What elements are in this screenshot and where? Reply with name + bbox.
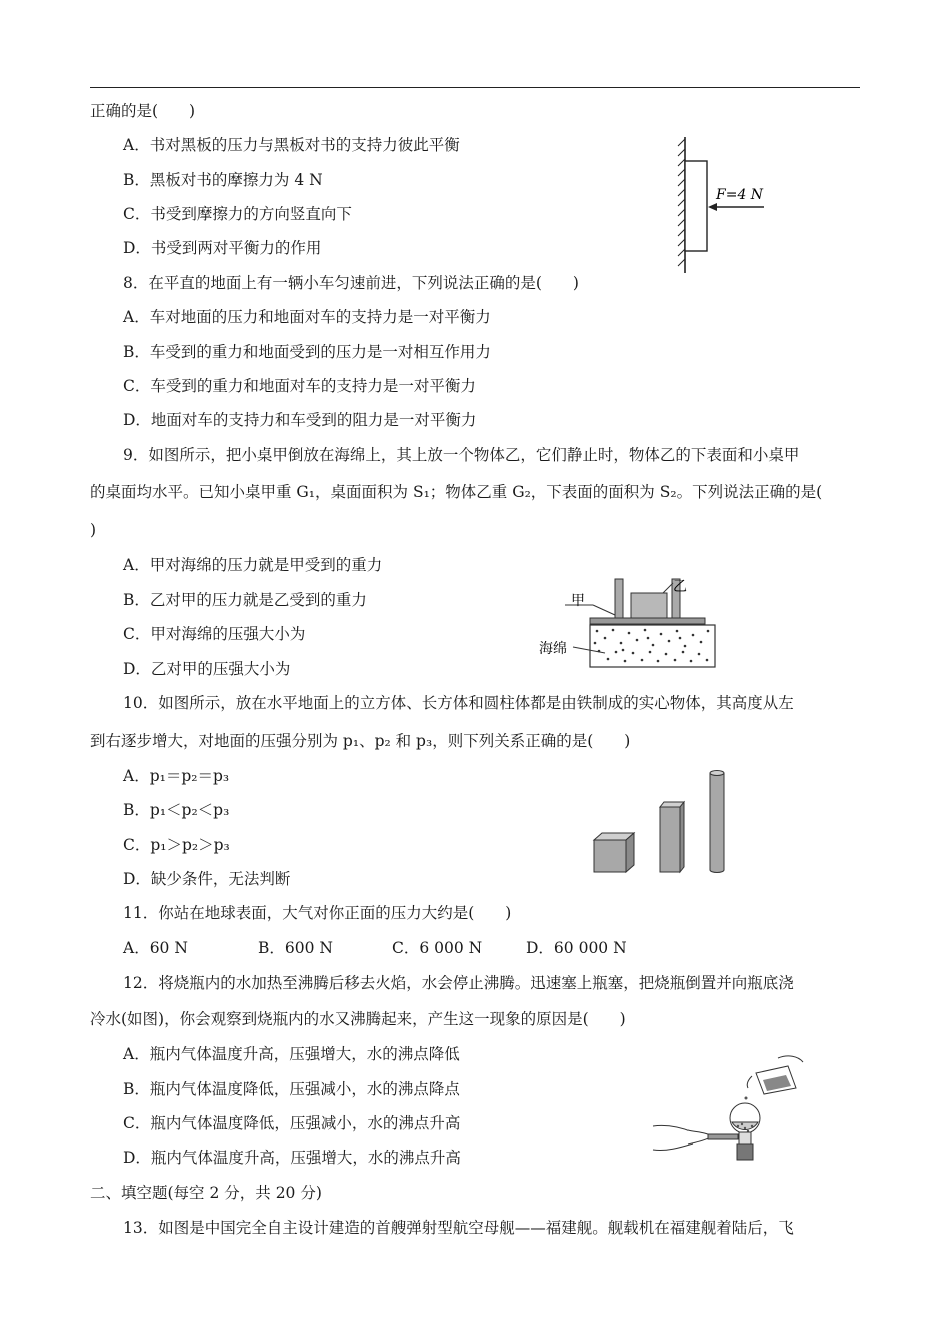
table-leg-left xyxy=(615,579,623,618)
table-sponge-figure xyxy=(535,575,725,670)
question-12-line2: 冷水(如图)，你会观察到烧瓶内的水又沸腾起来，产生这一现象的原因是( ) xyxy=(90,1010,626,1028)
flask-figure xyxy=(648,1048,808,1168)
question-11: 11．你站在地球表面，大气对你正面的压力大约是( ) xyxy=(123,904,512,922)
question-9-line1: 9．如图所示，把小桌甲倒放在海绵上，其上放一个物体乙，它们静止时，物体乙的下表面和小桌甲 xyxy=(123,446,800,464)
question-12-line1: 12．将烧瓶内的水加热至沸腾后移去火焰，水会停止沸腾。迅速塞上瓶塞，把烧瓶倒置并向瓶底浇 xyxy=(123,974,794,992)
q9-option-b: B．乙对甲的压力就是乙受到的重力 xyxy=(123,591,367,609)
q12-option-a: A．瓶内气体温度升高，压强增大，水的沸点降低 xyxy=(123,1045,460,1063)
q9-option-c: C．甲对海绵的压强大小为 xyxy=(123,625,306,643)
q8-option-a: A．车对地面的压力和地面对车的支持力是一对平衡力 xyxy=(123,308,491,326)
cube xyxy=(594,833,634,872)
question-10-line1: 10．如图所示，放在水平地面上的立方体、长方体和圆柱体都是由铁制成的实心物体，其高度从左 xyxy=(123,694,794,712)
question-9-line2: 的桌面均水平。已知小桌甲重 G₁，桌面面积为 S₁；物体乙重 G₂，下表面的面积为 S₂。下列说法正确的是( xyxy=(90,483,823,501)
section-2-heading: 二、填空题(每空 2 分，共 20 分) xyxy=(90,1184,322,1202)
inverted-flask xyxy=(730,1103,760,1160)
book-block xyxy=(685,161,707,251)
q9-option-d: D．乙对甲的压强大小为 xyxy=(123,660,291,678)
q10-option-b: B．p₁＜p₂＜p₃ xyxy=(123,801,230,819)
object-yi xyxy=(631,593,667,618)
force-label: F=4 N xyxy=(716,187,764,203)
cylinder xyxy=(710,771,724,873)
q7-option-b: B．黑板对书的摩擦力为 4 N xyxy=(123,171,323,189)
label-yi: 乙 xyxy=(673,579,687,595)
solids-figure xyxy=(588,765,738,875)
q11-option-d: D．60 000 N xyxy=(526,939,627,957)
question-13-line1: 13．如图是中国完全自主设计建造的首艘弹射型航空母舰——福建舰。舰载机在福建舰着陆后，飞 xyxy=(123,1219,794,1237)
q12-option-c: C．瓶内气体温度降低，压强减小，水的沸点升高 xyxy=(123,1114,461,1132)
question-10-line2: 到右逐步增大，对地面的压强分别为 p₁、p₂ 和 p₃，则下列关系正确的是( ) xyxy=(90,732,631,750)
q7-option-c: C．书受到摩擦力的方向竖直向下 xyxy=(123,205,352,223)
cuboid xyxy=(660,802,684,872)
q7-option-a: A．书对黑板的压力与黑板对书的支持力彼此平衡 xyxy=(123,136,460,154)
q10-option-a: A．p₁＝p₂＝p₃ xyxy=(123,767,230,785)
q11-option-a: A．60 N xyxy=(123,939,188,957)
hand-holding xyxy=(653,1125,738,1150)
q9-option-a: A．甲对海绵的压力就是甲受到的重力 xyxy=(123,556,383,574)
header-rule xyxy=(90,87,860,88)
tabletop xyxy=(590,618,705,624)
question-7-tail: 正确的是( ) xyxy=(90,102,196,120)
q8-option-d: D．地面对车的支持力和车受到的阻力是一对平衡力 xyxy=(123,411,477,429)
q8-option-b: B．车受到的重力和地面受到的压力是一对相互作用力 xyxy=(123,343,491,361)
q11-option-c: C．6 000 N xyxy=(392,939,483,957)
label-jia: 甲 xyxy=(571,593,585,609)
q10-option-c: C．p₁＞p₂＞p₃ xyxy=(123,836,230,854)
q7-option-d: D．书受到两对平衡力的作用 xyxy=(123,239,322,257)
question-8: 8．在平直的地面上有一辆小车匀速前进，下列说法正确的是( ) xyxy=(123,274,579,292)
question-9-line3: ) xyxy=(90,521,97,539)
q8-option-c: C．车受到的重力和地面对车的支持力是一对平衡力 xyxy=(123,377,476,395)
q11-option-b: B．600 N xyxy=(258,939,333,957)
q10-option-d: D．缺少条件，无法判断 xyxy=(123,870,291,888)
label-sponge: 海绵 xyxy=(539,641,567,657)
beaker-pouring xyxy=(747,1056,803,1094)
q12-option-d: D．瓶内气体温度升高，压强增大，水的沸点升高 xyxy=(123,1149,461,1167)
blackboard-book-figure xyxy=(670,133,780,278)
q12-option-b: B．瓶内气体温度降低，压强减小，水的沸点降点 xyxy=(123,1080,460,1098)
